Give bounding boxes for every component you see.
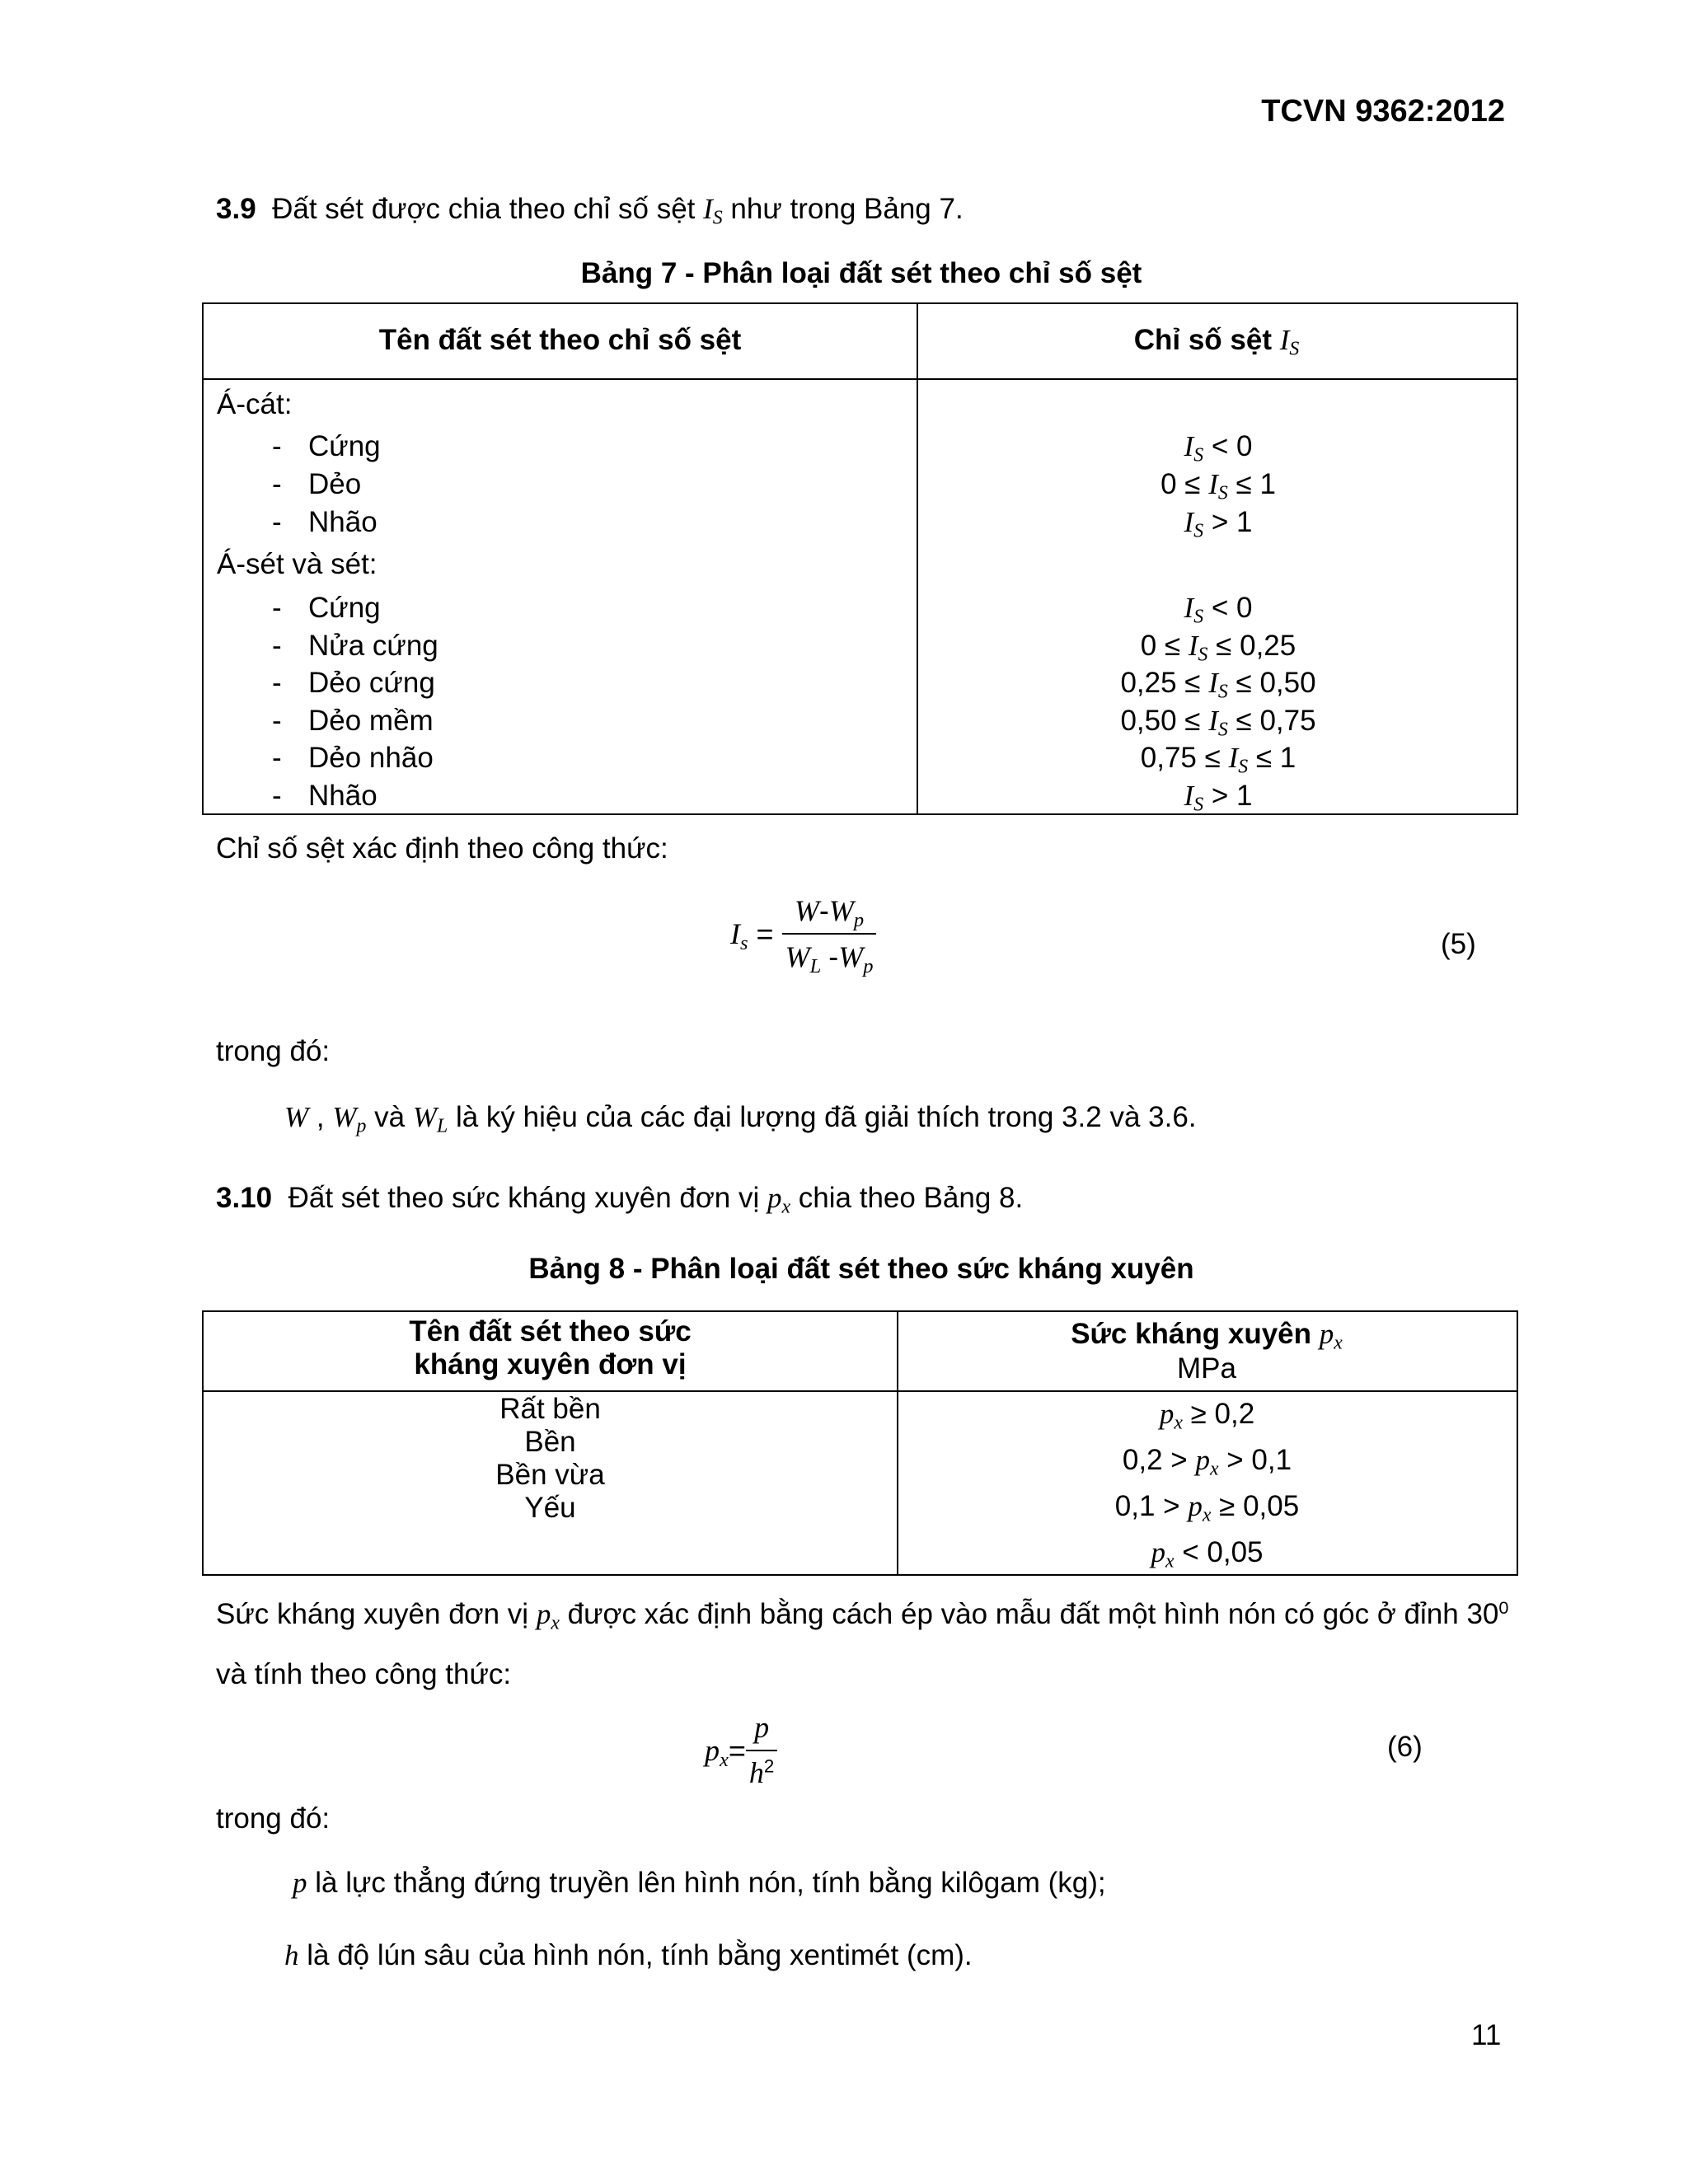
table-row: $0,2 > p_x > 0,1$ bbox=[1122, 1444, 1292, 1480]
table-7-caption: Bảng 7 - Phân loại đất sét theo chỉ số sệt bbox=[580, 257, 1142, 289]
page-number: 11 bbox=[1471, 2019, 1502, 2051]
where-definition: W , $W_p$ và $W_L$ là ký hiệu của các đại lượng đã giải thích trong 3.2 và 3.6. bbox=[284, 1101, 1197, 1137]
equation-number: (6) bbox=[1387, 1731, 1423, 1763]
table-row: - Nửa cứng $0 \le I_S \le 0,25$ bbox=[272, 630, 1296, 666]
where-definition: h là độ lún sâu của hình nón, tính bằng xentimét (cm). bbox=[284, 1939, 973, 1971]
table-header-name: Tên đất sét theo sức kháng xuyên đơn vị bbox=[409, 1315, 692, 1380]
table-row: - Dẻo nhão $0,75 \le I_S \le 1$ bbox=[272, 742, 1296, 778]
formula-5: $I_s$ = $\frac{W-W_p}{W_L -W_p}$ bbox=[730, 892, 876, 976]
fraction: $\frac{p}{h^2}$ bbox=[746, 1709, 777, 1792]
formula-6: $p_x=$ $\frac{p}{h^2}$ bbox=[705, 1709, 777, 1792]
table-row: - Dẻo $0 \le I_S \le 1$ bbox=[272, 468, 1276, 504]
section-text: Đất sét được chia theo chỉ số sệt bbox=[272, 193, 704, 225]
table-row: - Cứng $I_S < 0$ bbox=[272, 592, 1253, 628]
where-label: trong đó: bbox=[216, 1035, 331, 1067]
table-header-index: Chỉ số sệt $I_S$ bbox=[1133, 324, 1300, 360]
penetration-paragraph: Sức kháng xuyên đơn vị $p_x$ được xác định bằng cách ép vào mẫu đất một hình nón có góc ở đỉnh $30^0$ bbox=[216, 1597, 1509, 1634]
section-3-10: 3.10 Đất sét theo sức kháng xuyên đơn vị $p_x$ chia theo Bảng 8. bbox=[216, 1182, 1024, 1218]
equation-number: (5) bbox=[1441, 928, 1476, 960]
group-label: Á-sét và sét: bbox=[217, 548, 377, 580]
penetration-paragraph-line2: và tính theo công thức: bbox=[216, 1658, 512, 1690]
list-item: Bền vừa bbox=[495, 1459, 605, 1491]
table-header-resistance: Sức kháng xuyên $p_x$ MPa bbox=[1071, 1318, 1343, 1385]
table-divider bbox=[204, 378, 1517, 380]
table-row: $p_x < 0,05$ bbox=[1151, 1536, 1264, 1572]
fraction: $\frac{W-W_p}{W_L -W_p}$ bbox=[782, 892, 877, 976]
formula-intro: Chỉ số sệt xác định theo công thức: bbox=[216, 832, 668, 865]
group-label: Á-cát: bbox=[217, 388, 293, 420]
section-3-9 bbox=[216, 191, 964, 227]
table-row: - Cứng $I_S < 0$ bbox=[272, 430, 1253, 466]
section-number: 3.10 bbox=[216, 1182, 273, 1214]
table-8-caption: Bảng 8 - Phân loại đất sét theo sức kháng xuyên bbox=[528, 1253, 1194, 1285]
table-row: - Dẻo mềm $0,50 \le I_S \le 0,75$ bbox=[272, 705, 1316, 741]
list-item: Bền bbox=[524, 1426, 576, 1458]
symbol: $I_S$ bbox=[703, 193, 723, 229]
table-header-name: Tên đất sét theo chỉ số sệt bbox=[378, 324, 742, 356]
table-8 bbox=[202, 1310, 1518, 1576]
section-number: 3.9 bbox=[216, 193, 256, 225]
list-item: Yếu bbox=[524, 1492, 576, 1524]
section-text: như trong Bảng 7. bbox=[722, 193, 964, 225]
table-row: $p_x \ge 0,2$ bbox=[1159, 1398, 1255, 1434]
table-7 bbox=[202, 302, 1518, 815]
list-item: Rất bền bbox=[499, 1393, 601, 1425]
table-row: - Nhão $I_S > 1$ bbox=[272, 506, 1253, 542]
table-row: - Dẻo cứng $0,25 \le I_S \le 0,50$ bbox=[272, 667, 1316, 703]
table-row: $0,1 > p_x \ge 0,05$ bbox=[1114, 1490, 1300, 1526]
soil-names bbox=[204, 1393, 897, 1525]
table-row: - Nhão $I_S > 1$ bbox=[272, 780, 1253, 816]
where-definition: p là lực thẳng đứng truyền lên hình nón, tính bằng kilôgam (kg); bbox=[293, 1867, 1106, 1899]
table-divider bbox=[204, 1390, 1517, 1392]
document-code: TCVN 9362:2012 bbox=[1261, 94, 1505, 129]
where-label: trong đó: bbox=[216, 1802, 331, 1835]
